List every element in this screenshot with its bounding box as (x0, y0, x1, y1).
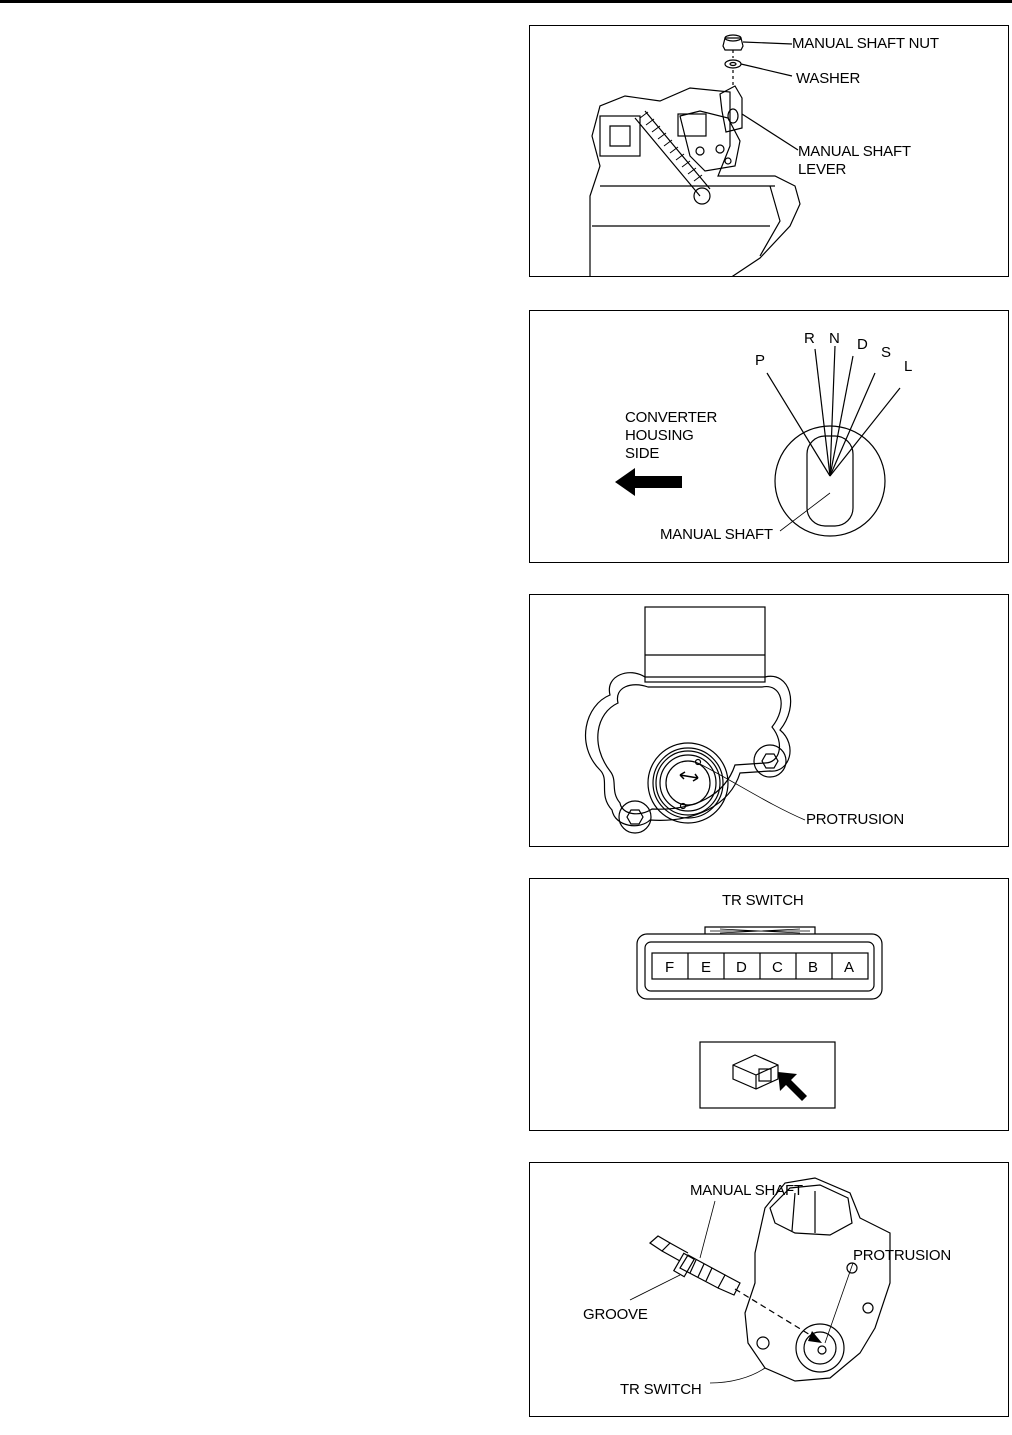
groove-label: GROOVE (583, 1306, 648, 1323)
pin-b-label: B (808, 959, 818, 976)
pin-c-label: C (772, 959, 783, 976)
protrusion-label: PROTRUSION (806, 811, 905, 828)
manual-shaft-label: MANUAL SHAFT (690, 1182, 803, 1199)
manual-shaft-label: MANUAL SHAFT (660, 526, 773, 543)
pin-f-label: F (665, 959, 674, 976)
tr-switch-label: TR SWITCH (620, 1381, 702, 1398)
position-r-label: R (804, 330, 815, 347)
manual-shaft-lever-label: MANUAL SHAFT LEVER (798, 143, 911, 178)
pin-e-label: E (701, 959, 711, 976)
transaxle-illustration (530, 26, 1009, 277)
pin-a-label: A (844, 959, 854, 976)
install-illustration (530, 1163, 1009, 1417)
washer-label: WASHER (796, 70, 861, 87)
position-s-label: S (881, 344, 891, 361)
switch-housing-illustration (530, 595, 1009, 847)
protrusion-label: PROTRUSION (853, 1247, 952, 1264)
position-p-label: P (755, 352, 765, 369)
manual-shaft-nut-label: MANUAL SHAFT NUT (792, 35, 939, 52)
figure-tr-switch-connector (529, 878, 1009, 1131)
figure-switch-protrusion (529, 594, 1009, 847)
position-n-label: N (829, 330, 840, 347)
converter-housing-side-label: CONVERTER HOUSING SIDE (625, 409, 718, 462)
header-rule (0, 0, 1012, 3)
connector-illustration (530, 879, 1009, 1131)
position-d-label: D (857, 336, 868, 353)
figure-tr-switch-install (529, 1162, 1009, 1417)
position-l-label: L (904, 358, 913, 375)
pin-d-label: D (736, 959, 747, 976)
figure-shaft-positions (529, 310, 1009, 563)
tr-switch-title: TR SWITCH (722, 892, 804, 909)
figure-manual-shaft-lever (529, 25, 1009, 277)
